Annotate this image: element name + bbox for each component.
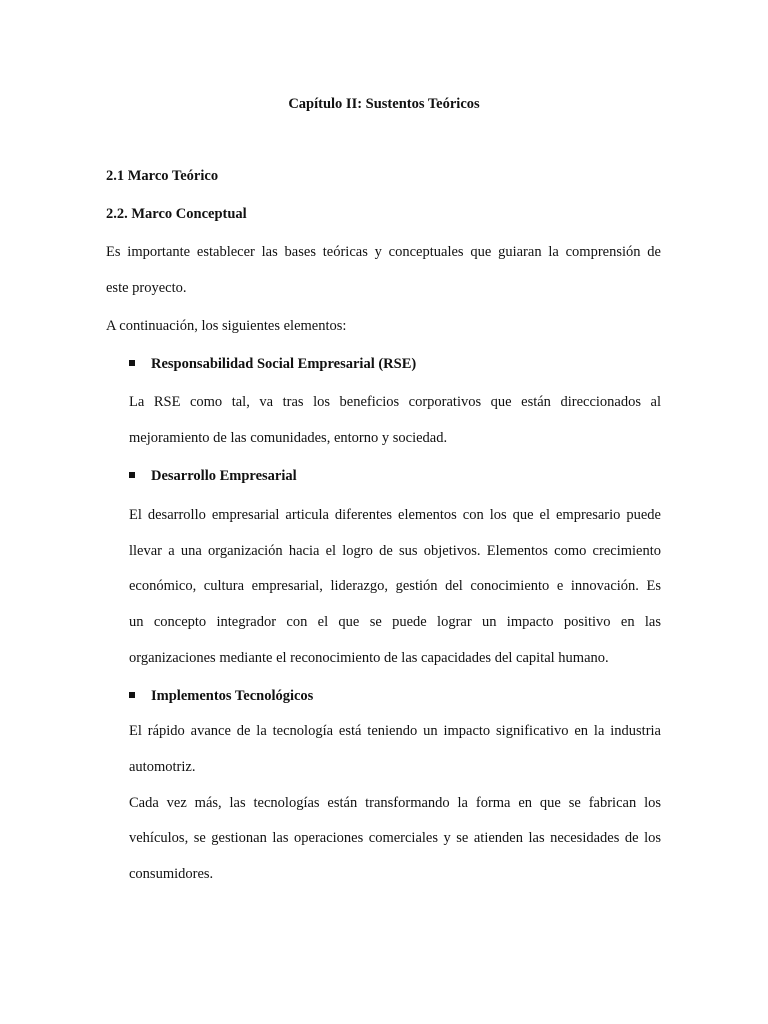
page-title: Capítulo II: Sustentos Teóricos xyxy=(288,96,480,112)
paragraph-line: organizaciones mediante el reconocimiento de las capacidades del capital humano. xyxy=(129,650,609,666)
lead-in-text: A continuación, los siguientes elementos: xyxy=(106,318,347,334)
paragraph-line: consumidores. xyxy=(129,866,214,882)
paragraph-line: El desarrollo empresarial articula diferentes elementos con los que el empresario puede xyxy=(129,507,661,523)
paragraph-line: El rápido avance de la tecnología está teniendo un impacto significativo en la industria xyxy=(129,723,661,739)
square-bullet-icon xyxy=(129,360,135,366)
paragraph-line: llevar a una organización hacia el logro de sus objetivos. Elementos como crecimiento xyxy=(129,543,661,559)
list-item-label: Responsabilidad Social Empresarial (RSE) xyxy=(151,356,417,372)
paragraph-line: económico, cultura empresarial, liderazgo, gestión del conocimiento e innovación. Es xyxy=(129,578,661,594)
intro-line-2: este proyecto. xyxy=(106,280,187,296)
square-bullet-icon xyxy=(129,692,135,698)
paragraph-line: mejoramiento de las comunidades, entorno y sociedad. xyxy=(129,430,448,446)
intro-line-1: Es importante establecer las bases teóricas y conceptuales que guiaran la comprensión de xyxy=(106,244,661,260)
paragraph-line: un concepto integrador con el que se puede lograr un impacto positivo en las xyxy=(129,614,661,630)
list-item-label: Implementos Tecnológicos xyxy=(151,688,314,704)
paragraph-line: La RSE como tal, va tras los beneficios corporativos que están direccionados al xyxy=(129,394,661,410)
section-heading-marco-conceptual: 2.2. Marco Conceptual xyxy=(106,206,247,222)
paragraph-line: vehículos, se gestionan las operaciones comerciales y se atienden las necesidades de los xyxy=(129,830,661,846)
paragraph-line: Cada vez más, las tecnologías están transformando la forma en que se fabrican los xyxy=(129,795,661,811)
paragraph-line: automotriz. xyxy=(129,759,196,775)
square-bullet-icon xyxy=(129,472,135,478)
section-heading-marco-teorico: 2.1 Marco Teórico xyxy=(106,168,219,184)
list-item-label: Desarrollo Empresarial xyxy=(151,468,297,484)
